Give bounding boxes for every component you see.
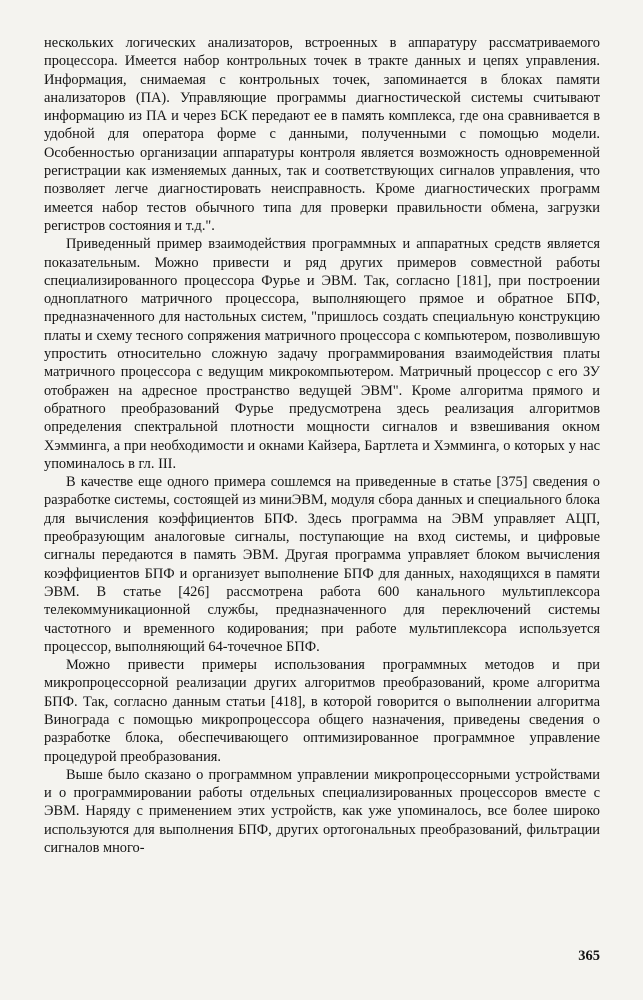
page-body <box>44 34 600 954</box>
paragraph-2: Приведенный пример взаимодействия программных и аппаратных средств является показательным. Можно привести и ряд других примеров совместной работы специализированного процессора Фурье и ЭВМ. Так, согласно [181], при построении одноплатного матричного процессора, выполняющего прямое и обратное БПФ, предназначенного для настольных систем, "пришлось создать специальную конструкцию платы и схему тесного сопряжения матричного процессора с компьютером, позволившую упростить относительно сложную задачу программирования взаимодействия платы матричного процессора с ведущим микрокомпьютером. Матричный процессор с его ЗУ отображен на адресное пространство ведущей ЭВМ". Кроме алгоритма прямого и обратного преобразований Фурье предусмотрена здесь реализация алгоритмов определения спектральной плотности мощности сигналов и взвешивания окном Хэмминга, а при необходимости и окнами Кайзера, Бартлета и Хэмминга, о которых у нас упоминалось в гл. III. <box>44 236 600 472</box>
paragraph-5: Выше было сказано о программном управлении микропроцессорными устройствами и о программировании работы отдельных специализированных процессоров вместе с ЭВМ. Наряду с применением этих устройств, как уже упоминалось, все более широко используются для выполнения БПФ, других ортогональных преобразований, фильтрации сигналов много- <box>44 766 600 857</box>
page-number: 365 <box>578 948 600 964</box>
paragraph-1: нескольких логических анализаторов, встроенных в аппаратуру рассматриваемого процессора. Имеется набор контрольных точек в тракте данных и цепях управления. Информация, снимаемая с контрольных точек, запоминается в блоках памяти анализаторов (ПА). Управляющие программы диагностической системы считывают информацию из ПА и через БСК передают ее в память комплекса, где она сравнивается в удобной для оператора форме с данными, полученными с помощью модели. Особенностью организации аппаратуры контроля является возможность одновременной регистрации как изменяемых данных, так и соответствующих сигналов управления, что позволяет легче диагностировать неисправность. Кроме диагностических программ имеется набор тестов обычного типа для проверки правильности обмена, загрузки регистров состояния и т.д.". <box>44 35 600 234</box>
paragraph-4: Можно привести примеры использования программных методов и при микропроцессорной реализации других алгоритмов преобразований, кроме алгоритма БПФ. Так, согласно данным статьи [418], в которой говорится о выполнении алгоритма Винограда с помощью микропроцессора общего назначения, приведены сведения о разработке блока, обеспечивающего оптимизированное программное управление процедурой преобразования. <box>44 657 600 765</box>
paragraph-3: В качестве еще одного примера сошлемся на приведенные в статье [375] сведения о разработке системы, состоящей из миниЭВМ, модуля сбора данных и специального блока для вычисления коэффициентов БПФ. Здесь программа на ЭВМ управляет АЦП, преобразующим аналоговые сигналы, поступающие на вход системы, и цифровые сигналы передаются в память ЭВМ. Другая программа управляет блоком вычисления коэффициентов БПФ и организует выполнение БПФ для данных, находящихся в памяти ЭВМ. В статье [426] рассмотрена работа 600 канального мультиплексора телекоммуникационной службы, предназначенного для переключений системы частотного и временного кодирования; при работе мультиплексора используется процессор, выполняющий 64-точечное БПФ. <box>44 474 600 655</box>
